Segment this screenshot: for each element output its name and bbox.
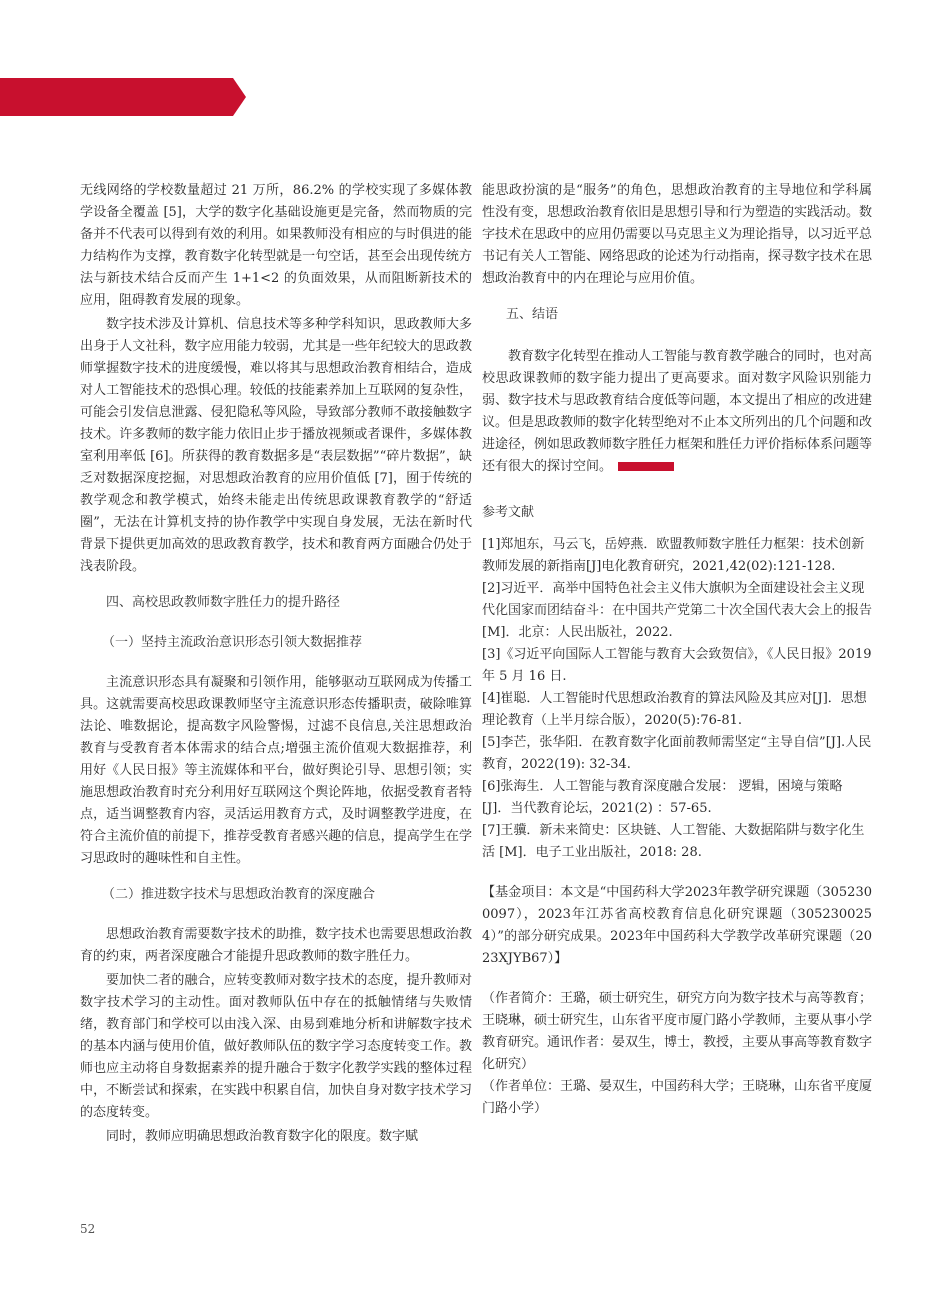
fund-note: 【基金项目：本文是“中国药科大学2023年教学研究课题（3052300097），2023年江苏省高校教育信息化研究课题（3052300254）”的部分研究成果。2023年中国药科大学教学改革研究课题（2023XJYB67）】 bbox=[482, 885, 872, 966]
page-number: 52 bbox=[80, 1222, 96, 1236]
reference-item: [6]张海生．人工智能与教育深度融合发展： 逻辑，困境与策略 [J]．当代教育论坛，2021(2) ：57-65. bbox=[482, 779, 843, 816]
reference-item: [2]习近平．高举中国特色社会主义伟大旗帜为全面建设社会主义现代化国家而团结奋斗：在中国共产党第二十次全国代表大会上的报告[M]．北京：人民出版社，2022. bbox=[482, 581, 873, 640]
reference-item: [3]《习近平向国际人工智能与教育大会致贺信》，《人民日报》2019 年 5 月 16 日. bbox=[482, 647, 872, 684]
author-intro: （作者简介：王璐，硕士研究生，研究方向为数字技术与高等教育；王晓琳，硕士研究生，山东省平度市厦门路小学教师，主要从事小学教育研究。通讯作者：晏双生，博士，教授，主要从事高等教育数字化研究） bbox=[482, 991, 873, 1072]
author-unit: （作者单位：王璐、晏双生，中国药科大学；王晓琳，山东省平度厦门路小学） bbox=[482, 1079, 873, 1116]
conclusion-paragraph: 教育数字化转型在推动人工智能与教育教学融合的同时，也对高校思政课教师的数字能力提出了更高要求。面对数字风险识别能力弱、数字技术与思政教育结合度低等问题，本文提出了相应的改进建议。但是思政教师的数字化转型绝对不止本文所列出的几个问题和改进途径，例如思政教师数字胜任力框架和胜任力评价指标体系问题等还有很大的探讨空间。 bbox=[482, 349, 873, 474]
reference-item: [1]郑旭东，马云飞，岳婷燕．欧盟教师数字胜任力框架：技术创新教师发展的新指南[J]电化教育研究，2021,42(02):121-128. bbox=[482, 537, 865, 574]
body-paragraph: 思想政治教育需要数字技术的助推，数字技术也需要思想政治教育的约束，两者深度融合才能提升思政教师的数字胜任力。 bbox=[80, 927, 472, 964]
section-banner bbox=[0, 78, 246, 116]
body-paragraph: 同时，教师应明确思想政治教育数字化的限度。数字赋 bbox=[106, 1129, 419, 1144]
body-paragraph: 要加快二者的融合，应转变教师对数字技术的态度，提升教师对数字技术学习的主动性。面对教师队伍中存在的抵触情绪与失败情绪，教育部门和学校可以由浅入深、由易到难地分析和讲解数字技术的基本内涵与使用价值，做好教师队伍的数字学习态度转变工作。教师也应主动将自身数据素养的提升融合于数字化教学实践的整体过程中，不断尝试和探索，在实践中积累自信，加快自身对数字技术学习的态度转变。 bbox=[80, 973, 472, 1120]
reference-item: [5]李芒，张华阳．在教育数字化面前教师需坚定“主导自信”[J].人民教育，2022(19): 32-34. bbox=[482, 735, 872, 772]
body-paragraph: 无线网络的学校数量超过 21 万所，86.2% 的学校实现了多媒体教学设备全覆盖 [5]，大学的数字化基础设施更是完备，然而物质的完备并不代表可以得到有效的利用。如果教师没有相应的与时俱进的能力结构作为支撑，教育数字化转型就是一句空话，甚至会出现传统方法与新技术结合反而产生 1+1<2 的负面效果，从而阻断新技术的应用，阻碍教育发展的现象。 bbox=[80, 183, 472, 308]
right-column bbox=[482, 180, 872, 1120]
left-column bbox=[80, 180, 472, 1150]
subsection-heading: （二）推进数字技术与思想政治教育的深度融合 bbox=[102, 887, 376, 902]
body-paragraph: 主流意识形态具有凝聚和引领作用，能够驱动互联网成为传播工具。这就需要高校思政课教师坚守主流意识形态传播职责，破除唯算法论、唯数据论，提高数字风险警惕，过滤不良信息,关注思想政治教育与受教育者本体需求的结合点;增强主流价值观大数据推荐，利用好《人民日报》等主流媒体和平台，做好舆论引导、思想引领；实施思想政治教育时充分利用好互联网这个舆论阵地，依据受教育者特点，适当调整教育内容，灵活运用教育方式，及时调整教学进度，在符合主流价值的前提下，推荐受教育者感兴趣的信息，提高学生在学习思政时的趣味性和自主性。 bbox=[80, 675, 472, 866]
subsection-heading: （一）坚持主流政治意识形态引领大数据推荐 bbox=[102, 635, 363, 650]
references-title: 参考文献 bbox=[482, 505, 535, 520]
body-paragraph: 能思政扮演的是“服务”的角色，思想政治教育的主导地位和学科属性没有变，思想政治教育依旧是思想引导和行为塑造的实践活动。数字技术在思政中的应用仍需要以马克思主义为理论指导，以习近平总书记有关人工智能、网络思政的论述为行动指南，探寻数字技术在思想政治教育中的内在理论与应用价值。 bbox=[482, 183, 873, 286]
reference-list bbox=[482, 534, 872, 864]
end-mark bbox=[618, 462, 674, 471]
reference-item: [4]崔聪．人工智能时代思想政治教育的算法风险及其应对[J]．思想理论教育（上半月综合版），2020(5):76-81. bbox=[482, 691, 867, 728]
body-paragraph: 数字技术涉及计算机、信息技术等多种学科知识，思政教师大多出身于人文社科，数字应用能力较弱，尤其是一些年纪较大的思政教师掌握数字技术的进度缓慢，难以将其与思想政治教育相结合，造成对人工智能技术的恐惧心理。较低的技能素养加上互联网的复杂性，可能会引发信息泄露、侵犯隐私等风险，导致部分教师不敢接触数字技术。许多教师的数字能力依旧止步于播放视频或者课件，多媒体教室利用率低 [6]。所获得的教育数据多是“表层数据”“碎片数据”，缺乏对数据深度挖掘，对思想政治教育的应用价值低 [7]，囿于传统的教学观念和教学模式，始终未能走出传统思政课教育教学的“舒适圈”，无法在计算机支持的协作教学中实现自身发展，无法在新时代背景下提供更加高效的思政教育教学，技术和教育两方面融合仍处于浅表阶段。 bbox=[80, 317, 472, 574]
section-heading: 四、高校思政教师数字胜任力的提升路径 bbox=[106, 595, 341, 610]
reference-item: [7]王骥．新未来简史：区块链、人工智能、大数据陷阱与数字化生活 [M]．电子工业出版社，2018: 28. bbox=[482, 823, 865, 860]
section-heading: 五、结语 bbox=[506, 307, 559, 322]
